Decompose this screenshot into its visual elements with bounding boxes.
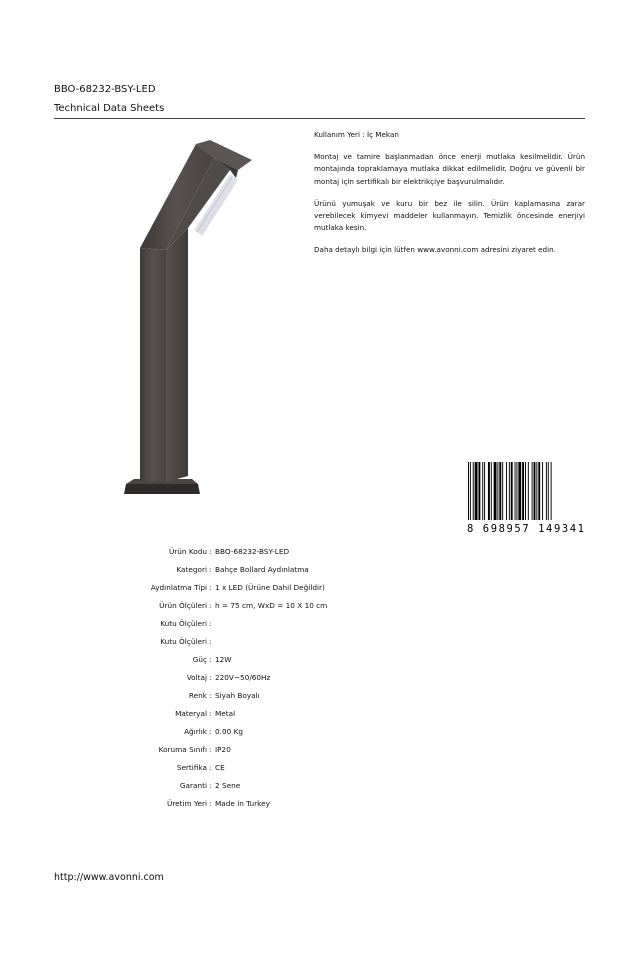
spec-separator: : <box>209 547 212 556</box>
spec-label: Aydınlatma Tipi <box>150 583 207 592</box>
spec-label: Garanti <box>179 781 207 790</box>
spec-label: Renk <box>188 691 207 700</box>
website-url[interactable]: http://www.avonni.com <box>54 872 164 883</box>
info-note: Daha detaylı bilgi için lütfen www.avonni.com adresini ziyaret edin. <box>314 245 556 255</box>
spec-label: Koruma Sınıfı <box>158 745 207 754</box>
spec-row <box>100 795 500 813</box>
spec-value: Made in Turkey <box>215 799 270 808</box>
barcode-bar <box>525 462 526 520</box>
spec-value: CE <box>215 763 225 772</box>
barcode-bar <box>522 462 524 520</box>
document-subtitle: Technical Data Sheets <box>54 103 165 114</box>
barcode-bar <box>515 462 516 520</box>
spec-label: Ürün Ölçüleri <box>159 601 207 610</box>
spec-row <box>100 615 500 633</box>
spec-value: 12W <box>215 655 232 664</box>
spec-value <box>215 615 500 633</box>
barcode-bar <box>470 462 471 520</box>
spec-separator: : <box>209 691 212 700</box>
spec-row <box>100 705 500 723</box>
cleaning-note: Ürünü yumuşak ve kuru bir bez ile silin. Ürün kaplamasına zarar verebilecek kimyevi maddeler kullanmayın. Temizlik öncesinde enerjiyi mutlaka kesin. <box>314 198 585 233</box>
spec-separator: : <box>209 583 212 592</box>
spec-separator: : <box>209 673 212 682</box>
barcode-bar <box>484 462 485 520</box>
spec-row <box>100 777 500 795</box>
header-divider <box>54 118 585 119</box>
spec-row <box>100 759 500 777</box>
spec-row <box>100 633 500 651</box>
spec-value: Bahçe Bollard Aydınlatma <box>215 565 309 574</box>
barcode-bar <box>528 462 529 520</box>
spec-row <box>100 669 500 687</box>
barcode-bar <box>502 462 503 520</box>
barcode-bar <box>506 462 507 520</box>
barcode-bar <box>511 462 513 520</box>
spec-separator: : <box>209 763 212 772</box>
bollard-lamp-image <box>118 138 258 498</box>
spec-value: Siyah Boyalı <box>215 691 260 700</box>
spec-value <box>215 633 500 651</box>
barcode-bar <box>468 462 469 520</box>
barcode-bar <box>509 462 510 520</box>
barcode-bar <box>538 462 540 520</box>
spec-label: Ağırlık <box>184 727 207 736</box>
barcode-image <box>466 462 585 534</box>
barcode-bar <box>551 462 552 520</box>
spec-value: IP20 <box>215 745 231 754</box>
spec-label: Ürün Kodu <box>168 547 207 556</box>
spec-value: 220V~50/60Hz <box>215 673 271 682</box>
spec-row <box>100 687 500 705</box>
barcode-bar <box>494 462 497 520</box>
barcode-bar <box>532 462 533 520</box>
barcode-bar <box>488 462 490 520</box>
spec-separator: : <box>209 637 212 646</box>
barcode-bar <box>516 462 517 520</box>
spec-row <box>100 579 500 597</box>
barcode-bar <box>491 462 492 520</box>
spec-row <box>100 561 500 579</box>
spec-value: BBO-68232-BSY-LED <box>215 547 290 556</box>
spec-separator: : <box>209 709 212 718</box>
spec-row <box>100 741 500 759</box>
product-code-heading: BBO-68232-BSY-LED <box>54 84 156 95</box>
spec-label: Kutu Ölçüleri <box>160 637 207 646</box>
spec-row <box>100 597 500 615</box>
spec-value: Metal <box>215 709 236 718</box>
spec-label: Materyal <box>175 709 207 718</box>
usage-location: Kullanım Yeri : İç Mekan <box>314 130 399 139</box>
spec-separator: : <box>209 781 212 790</box>
spec-row <box>100 651 500 669</box>
spec-separator: : <box>209 655 212 664</box>
spec-label: Güç <box>192 655 207 664</box>
barcode-bar <box>548 462 549 520</box>
barcode-bar <box>475 462 478 520</box>
spec-label: Kategori <box>176 565 207 574</box>
spec-label: Voltaj <box>186 673 207 682</box>
barcode-bar <box>534 462 536 520</box>
spec-separator: : <box>209 745 212 754</box>
barcode-bar <box>478 462 480 520</box>
safety-note: Montaj ve tamire başlanmadan önce enerji mutlaka kesilmelidir. Ürün montajında topraklamaya mutlaka dikkat edilmelidir. Doğru ve güvenli bir montaj için sertifikalı bir elektrikçiye başvurulmalıdır. <box>314 152 585 186</box>
spec-separator: : <box>209 619 212 628</box>
barcode-bar <box>473 462 474 520</box>
spec-label: Sertifika <box>176 763 207 772</box>
product-description <box>314 129 585 257</box>
barcode-bar <box>536 462 537 520</box>
barcode-bar <box>546 462 547 520</box>
barcode-bar <box>518 462 521 520</box>
spec-label: Kutu Ölçüleri <box>160 619 207 628</box>
spec-separator: : <box>209 799 212 808</box>
barcode-digits: 8 698957 149341 <box>467 523 584 534</box>
spec-separator: : <box>209 601 212 610</box>
spec-separator: : <box>209 727 212 736</box>
barcode-bar <box>482 462 483 520</box>
spec-row <box>100 543 500 561</box>
spec-table <box>100 543 500 813</box>
spec-value: 1 x LED (Ürüne Dahil Değildir) <box>215 583 325 592</box>
spec-value: h = 75 cm, WxD = 10 X 10 cm <box>215 601 328 610</box>
barcode-bar <box>542 462 543 520</box>
barcode-bar <box>497 462 498 520</box>
spec-row <box>100 723 500 741</box>
spec-value: 2 Sene <box>215 781 241 790</box>
spec-separator: : <box>209 565 212 574</box>
spec-label: Üretim Yeri <box>167 799 207 808</box>
spec-value: 0.00 Kg <box>215 727 243 736</box>
barcode-bar <box>499 462 501 520</box>
